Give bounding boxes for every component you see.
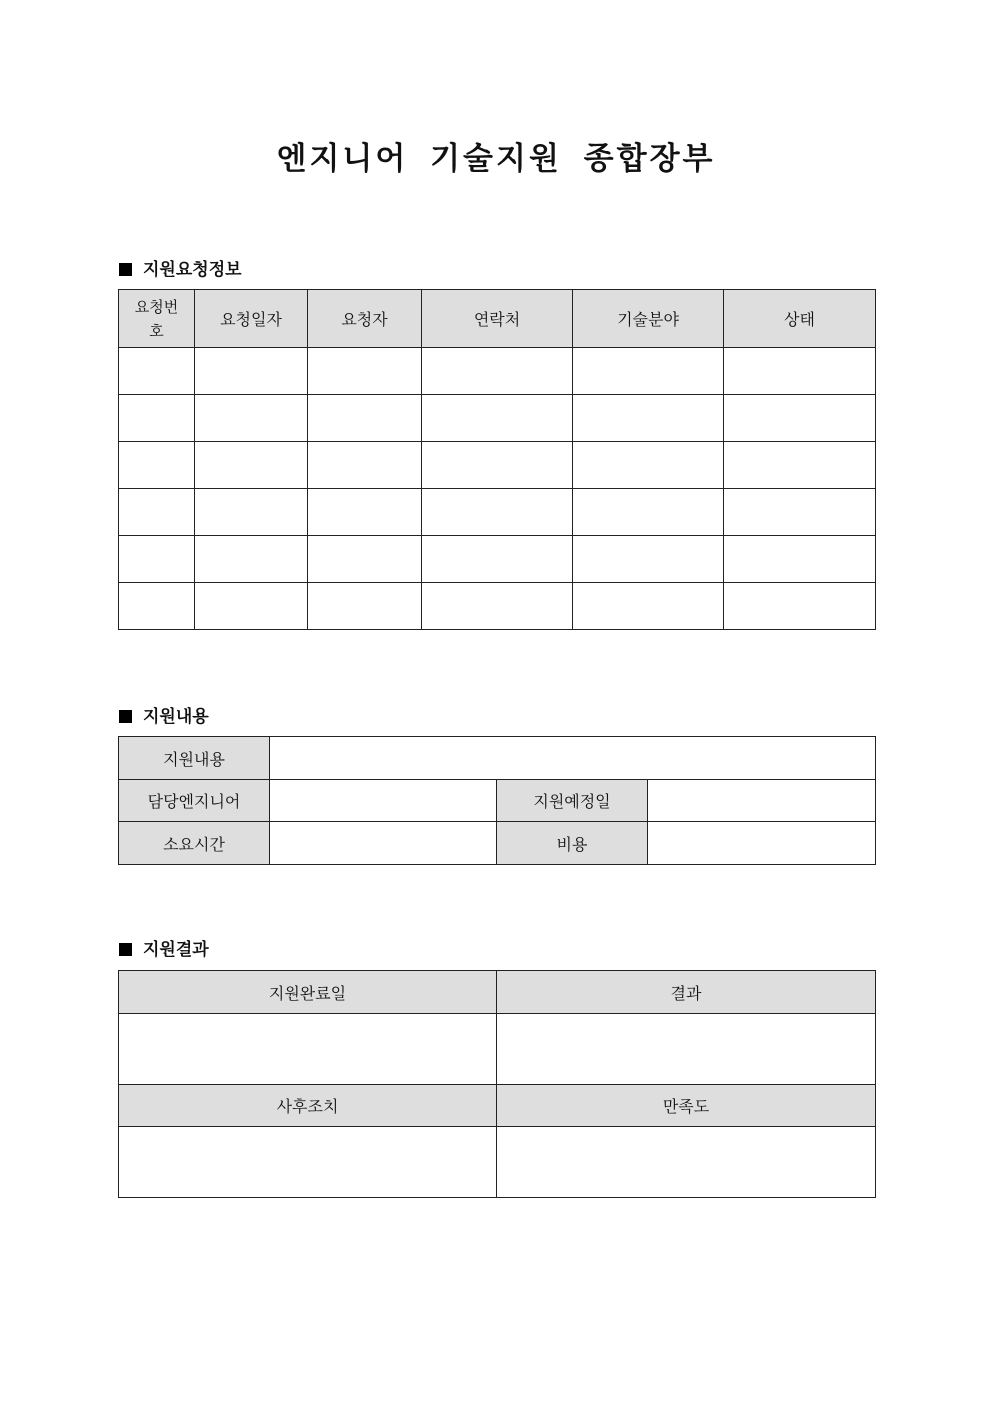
field-result[interactable] [497, 1014, 876, 1085]
cell-status[interactable] [724, 489, 876, 536]
table-row [119, 536, 876, 583]
label-scheduled-date: 지원예정일 [497, 780, 648, 822]
cell-tech-field[interactable] [573, 395, 724, 442]
column-header-request-no: 요청번호 [119, 290, 195, 348]
table-row [119, 583, 876, 630]
column-header-status: 상태 [724, 290, 876, 348]
table-row [119, 395, 876, 442]
column-header-request-date: 요청일자 [195, 290, 308, 348]
field-satisfaction[interactable] [497, 1127, 876, 1198]
label-support-content: 지원내용 [119, 737, 270, 780]
cell-status[interactable] [724, 395, 876, 442]
cell-request-date[interactable] [195, 489, 308, 536]
cell-status[interactable] [724, 536, 876, 583]
column-header-tech-field: 기술분야 [573, 290, 724, 348]
table-row [119, 442, 876, 489]
cell-tech-field[interactable] [573, 442, 724, 489]
column-header-requester: 요청자 [308, 290, 422, 348]
section-heading-label: 지원결과 [143, 940, 209, 960]
column-header-contact: 연락처 [422, 290, 573, 348]
table-row [119, 348, 876, 395]
cell-request-no[interactable] [119, 536, 195, 583]
request-table [118, 289, 876, 630]
label-time-required: 소요시간 [119, 822, 270, 865]
cell-requester[interactable] [308, 442, 422, 489]
result-table [118, 970, 876, 1198]
square-bullet-icon [119, 263, 132, 276]
cell-requester[interactable] [308, 395, 422, 442]
cell-status[interactable] [724, 442, 876, 489]
cell-status[interactable] [724, 348, 876, 395]
label-satisfaction: 만족도 [497, 1085, 876, 1127]
cell-request-no[interactable] [119, 583, 195, 630]
cell-request-date[interactable] [195, 536, 308, 583]
cell-request-date[interactable] [195, 395, 308, 442]
cell-contact[interactable] [422, 536, 573, 583]
section-heading-content [119, 702, 209, 727]
page-title: 엔지니어 기술지원 종합장부 [276, 141, 716, 177]
field-follow-up[interactable] [119, 1127, 497, 1198]
cell-request-no[interactable] [119, 348, 195, 395]
cell-request-date[interactable] [195, 348, 308, 395]
cell-request-no[interactable] [119, 442, 195, 489]
cell-request-date[interactable] [195, 442, 308, 489]
field-scheduled-date[interactable] [648, 780, 876, 822]
cell-request-no[interactable] [119, 395, 195, 442]
square-bullet-icon [119, 943, 132, 956]
field-cost[interactable] [648, 822, 876, 865]
label-completion-date: 지원완료일 [119, 971, 497, 1014]
cell-tech-field[interactable] [573, 489, 724, 536]
cell-requester[interactable] [308, 348, 422, 395]
label-follow-up: 사후조치 [119, 1085, 497, 1127]
cell-requester[interactable] [308, 583, 422, 630]
field-time-required[interactable] [270, 822, 497, 865]
cell-contact[interactable] [422, 395, 573, 442]
cell-requester[interactable] [308, 489, 422, 536]
field-support-content[interactable] [270, 737, 876, 780]
field-completion-date[interactable] [119, 1014, 497, 1085]
cell-request-no[interactable] [119, 489, 195, 536]
cell-contact[interactable] [422, 442, 573, 489]
section-heading-result [119, 935, 209, 960]
field-engineer[interactable] [270, 780, 497, 822]
cell-request-date[interactable] [195, 583, 308, 630]
cell-contact[interactable] [422, 348, 573, 395]
cell-tech-field[interactable] [573, 583, 724, 630]
section-heading-label: 지원내용 [143, 707, 209, 727]
label-cost: 비용 [497, 822, 648, 865]
cell-status[interactable] [724, 583, 876, 630]
section-heading-request [119, 255, 242, 280]
label-engineer: 담당엔지니어 [119, 780, 270, 822]
section-heading-label: 지원요청정보 [143, 260, 242, 280]
cell-requester[interactable] [308, 536, 422, 583]
square-bullet-icon [119, 710, 132, 723]
cell-tech-field[interactable] [573, 348, 724, 395]
cell-contact[interactable] [422, 489, 573, 536]
content-table [118, 736, 876, 865]
label-result: 결과 [497, 971, 876, 1014]
cell-tech-field[interactable] [573, 536, 724, 583]
cell-contact[interactable] [422, 583, 573, 630]
table-row [119, 489, 876, 536]
